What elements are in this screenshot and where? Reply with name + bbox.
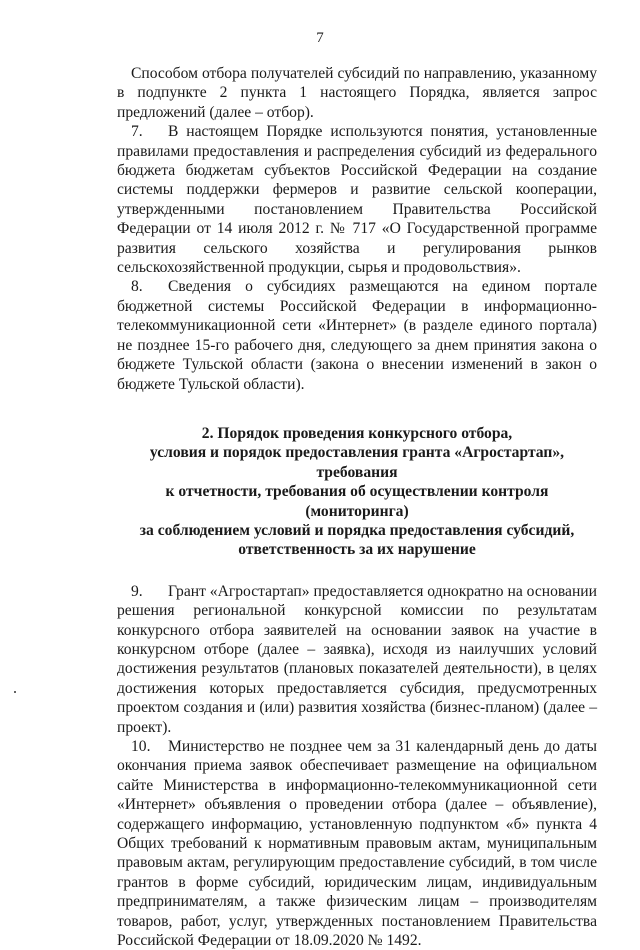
paragraph-7 [117,122,597,277]
paragraph-text: Способом отбора получателей субсидий по направлению, указанному в подпункте 2 пункта 1 настоящего Порядка, является запрос предложений (далее – отбор). [117,65,597,121]
section-heading-line: 2. Порядок проведения конкурсного отбора, [201,424,513,442]
paragraph-10 [117,737,597,950]
section-heading-line: за соблюдением условий и порядка предоставления субсидий, [139,521,575,539]
page-number: 7 [316,30,324,46]
paragraph-8 [117,277,597,393]
section-heading-line: к отчетности, требования об осуществлении контроля (мониторинга) [165,483,549,520]
paragraph-selection-method [117,64,597,122]
paragraph-9 [117,582,597,737]
scan-speck [14,691,16,693]
section-heading-line: ответственность за их нарушение [238,541,476,559]
section-heading [117,424,597,560]
paragraph-text: Министерство не позднее чем за 31 календарный день до даты окончания приема заявок обеспечивает размещение на официальном сайте Министерства в информационно-телекоммуникационной сети «Интернет» объявления о проведении отбора (далее – объявление), содержащего информацию, установленную подпунктом «б» пункта 4 Общих требований к нормативным правовым актам, муниципальным правовым актам, регулирующим предоставление субсидий, в том числе грантов в форме субсидий, юридическим лицам, индивидуальным предпринимателям, а также физическим лицам – производителям товаров, работ, услуг, утвержденных постановлением Правительства Российской Федерации от 18.09.2020 № 1492. [117,738,597,950]
paragraph-number: 7. [131,123,143,141]
paragraph-text: Грант «Агростартап» предоставляется однократно на основании решения региональной конкурсной комиссии по результатам конкурсного отбора заявителей на основании заявок на участие в конкурсном отборе (далее – заявка), исходя из наилучших условий достижения результатов (плановых показателей деятельности), в целях достижения которых предоставляется субсидия, предусмотренных проектом создания и (или) развития хозяйства (бизнес-планом) (далее – проект). [117,582,597,736]
paragraph-number: 10. [131,738,151,755]
paragraph-number: 9. [131,582,143,600]
paragraph-text: В настоящем Порядке используются понятия, установленные правилами предоставления и распределения субсидий из федерального бюджета бюджетам субъектов Российской Федерации на создание системы поддержки фермеров и развитие сельской кооперации, утвержденными постановлением Правительства Российской Федерации от 14 июля 2012 г. № 717 «О Государственной программе развития сельского хозяйства и регулирования рынков сельскохозяйственной продукции, сырья и продовольствия». [117,123,597,277]
paragraph-number: 8. [131,278,143,296]
section-heading-line: условия и порядок предоставления гранта «Агростартап», требования [149,444,565,481]
paragraph-text: Сведения о субсидиях размещаются на едином портале бюджетной системы Российской Федерации в информационно-телекоммуникационной сети «Интернет» (в разделе единого портала) не позднее 15-го рабочего дня, следующего за днем принятия закона о бюджете Тульской области (закона о внесении изменений в закон о бюджете Тульской области). [117,278,597,393]
document-body [117,64,597,950]
